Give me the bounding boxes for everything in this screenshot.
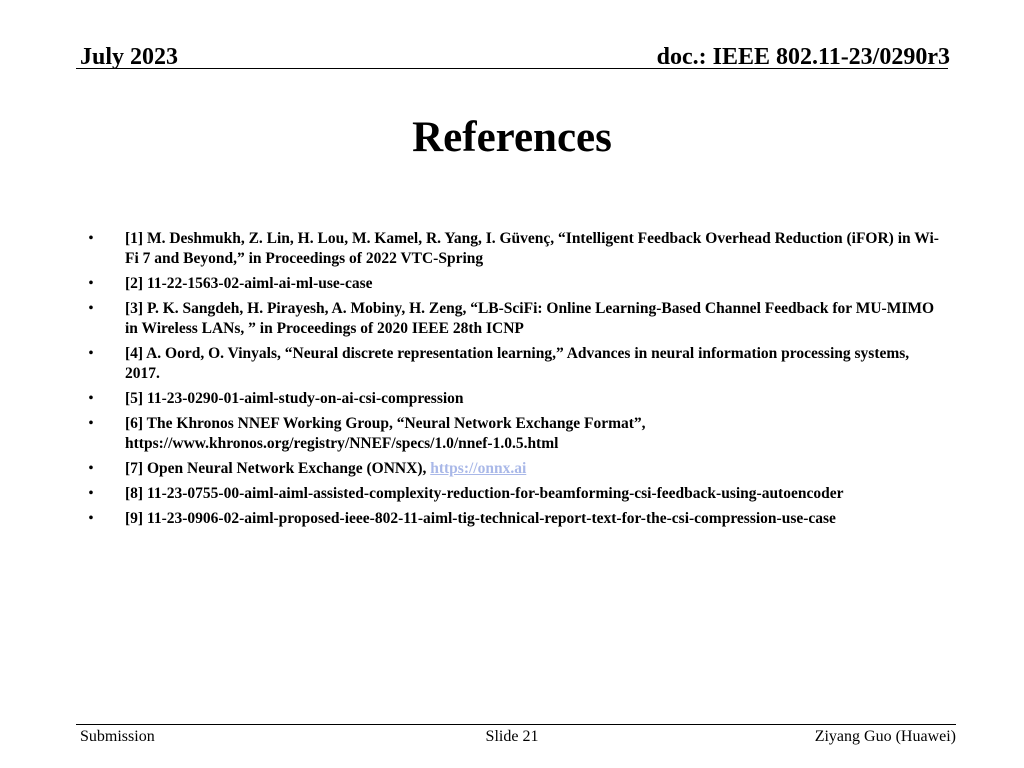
header-date: July 2023 [80, 44, 179, 70]
reference-text: [1] M. Deshmukh, Z. Lin, H. Lou, M. Kamel, R. Yang, I. Güvenç, “Intelligent Feedback Overhead Reduction (iFOR) in Wi-Fi 7 and Beyond,” in Proceedings of 2022 VTC-Spring [125, 230, 939, 267]
reference-item [84, 509, 944, 529]
footer-divider [76, 724, 956, 725]
reference-item [84, 389, 944, 409]
reference-item [84, 484, 944, 504]
bullet: • [88, 275, 94, 292]
reference-item [84, 344, 944, 384]
reference-item [84, 274, 944, 294]
onnx-link[interactable]: https://onnx.ai [430, 460, 527, 477]
footer-slide-number: Slide 21 [485, 728, 539, 745]
reference-text: [5] 11-23-0290-01-aiml-study-on-ai-csi-compression [125, 390, 464, 407]
bullet: • [88, 345, 94, 362]
footer-author: Ziyang Guo (Huawei) [814, 728, 956, 745]
reference-list [84, 229, 944, 534]
reference-text: [6] The Khronos NNEF Working Group, “Neural Network Exchange Format”, https://www.khronos.org/registry/NNEF/specs/1.0/nnef-1.0.5.html [125, 415, 646, 452]
reference-text: [4] A. Oord, O. Vinyals, “Neural discrete representation learning,” Advances in neural information processing systems, 2017. [125, 345, 910, 382]
reference-item [84, 414, 944, 454]
reference-text: [3] P. K. Sangdeh, H. Pirayesh, A. Mobiny, H. Zeng, “LB-SciFi: Online Learning-Based Channel Feedback for MU-MIMO in Wireless LANs, ” in Proceedings of 2020 IEEE 28th ICNP [125, 300, 935, 337]
reference-text: [9] 11-23-0906-02-aiml-proposed-ieee-802-11-aiml-tig-technical-report-text-for-the-csi-compression-use-case [125, 510, 836, 527]
bullet: • [88, 485, 94, 502]
bullet: • [88, 510, 94, 527]
footer-submission: Submission [80, 728, 155, 745]
slide-title: References [412, 114, 612, 161]
reference-text: [2] 11-22-1563-02-aiml-ai-ml-use-case [125, 275, 373, 292]
reference-item [84, 299, 944, 339]
bullet: • [88, 415, 94, 432]
reference-text: [8] 11-23-0755-00-aiml-aiml-assisted-complexity-reduction-for-beamforming-csi-feedback-using-autoencoder [125, 485, 844, 502]
header-divider [76, 68, 948, 69]
reference-text: [7] Open Neural Network Exchange (ONNX), [125, 460, 431, 477]
bullet: • [88, 390, 94, 407]
reference-item [84, 229, 944, 269]
reference-item [84, 459, 944, 479]
bullet: • [88, 300, 94, 317]
header-doc-id: doc.: IEEE 802.11-23/0290r3 [656, 44, 950, 70]
bullet: • [88, 230, 94, 247]
bullet: • [88, 460, 94, 477]
